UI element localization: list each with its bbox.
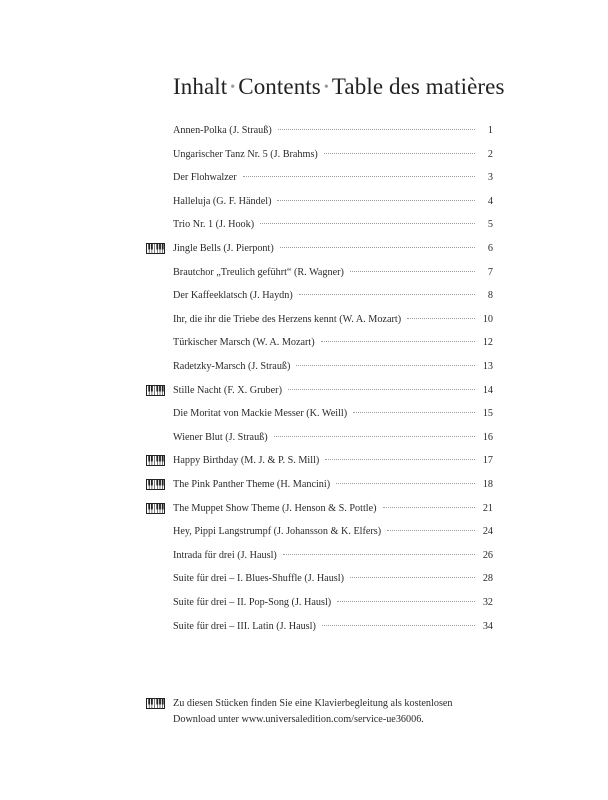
dot-leader (296, 365, 475, 366)
toc-entry-title: Halleluja (G. F. Händel) (173, 195, 272, 207)
toc-entry-title: Jingle Bells (J. Pierpont) (173, 243, 274, 254)
toc-entry (173, 549, 493, 563)
toc-entry (173, 124, 493, 138)
toc-entry-title: Die Moritat von Mackie Messer (K. Weill) (173, 408, 348, 420)
dot-leader (260, 223, 475, 224)
toc-entry (173, 148, 493, 162)
toc-row[interactable] (0, 360, 608, 376)
toc-entry (173, 620, 493, 634)
dot-leader (387, 530, 475, 531)
toc-row[interactable] (0, 407, 608, 423)
dot-leader (407, 318, 475, 319)
toc-page-number: 5 (487, 219, 493, 231)
toc-entry-title: Der Flohwalzer (173, 172, 237, 184)
piano-keyboard-icon (146, 479, 165, 490)
toc-row[interactable] (0, 148, 608, 164)
toc-row[interactable] (0, 242, 608, 258)
toc-entry (173, 336, 493, 350)
dot-leader (299, 294, 475, 295)
toc-page-number: 3 (487, 172, 493, 184)
toc-page-number: 1 (487, 125, 493, 136)
toc-entry-title: Suite für drei – II. Pop-Song (J. Hausl) (173, 597, 332, 608)
toc-entry-title: Türkischer Marsch (W. A. Mozart) (173, 337, 315, 349)
toc-row[interactable] (0, 525, 608, 541)
toc-entry (173, 313, 493, 327)
dot-leader (325, 459, 475, 460)
toc-entry-title: Intrada für drei (J. Hausl) (173, 549, 277, 561)
toc-entry-title: Annen-Polka (J. Strauß) (173, 125, 272, 136)
piano-keyboard-icon (146, 698, 165, 709)
toc-entry-title: Hey, Pippi Langstrumpf (J. Johansson & K. Elfers) (173, 526, 382, 538)
dot-leader (336, 483, 475, 484)
dot-leader (277, 200, 475, 201)
toc-entry-title: Trio Nr. 1 (J. Hook) (173, 219, 255, 231)
piano-keyboard-icon (146, 503, 165, 514)
dot-leader (321, 341, 475, 342)
dot-leader (350, 577, 475, 578)
footnote-line-2: Download unter www.universaledition.com/service-ue36006. (173, 714, 424, 725)
toc-row[interactable] (0, 596, 608, 612)
toc-entry-title: Suite für drei – I. Blues-Shuffle (J. Hausl) (173, 573, 344, 585)
toc-page-number: 4 (487, 195, 493, 207)
toc-entry-title: The Muppet Show Theme (J. Henson & S. Pottle) (173, 502, 377, 514)
toc-row[interactable] (0, 431, 608, 447)
toc-row[interactable] (0, 218, 608, 234)
toc-page-number: 2 (487, 148, 493, 160)
toc-entry (173, 360, 493, 374)
toc-entry (173, 454, 493, 468)
toc-entry (173, 195, 493, 209)
toc-entry-title: The Pink Panther Theme (H. Mancini) (173, 479, 331, 490)
toc-entry-title: Stille Nacht (F. X. Gruber) (173, 384, 282, 396)
toc-page-number: 7 (487, 266, 493, 278)
dot-leader (243, 176, 475, 177)
title-english: Contents (238, 74, 321, 99)
toc-row[interactable] (0, 502, 608, 518)
toc-row[interactable] (0, 454, 608, 470)
toc-entry-title: Ihr, die ihr die Triebe des Herzens kennt (W. A. Mozart) (173, 313, 402, 325)
toc-page-number: 34 (482, 620, 493, 632)
toc-row[interactable] (0, 195, 608, 211)
toc-page-number: 15 (482, 408, 493, 420)
toc-page-number: 14 (482, 384, 493, 396)
toc-entry (173, 478, 493, 492)
toc-entry-title: Der Kaffeeklatsch (J. Haydn) (173, 290, 293, 302)
toc-entry-title: Brautchor „Treulich geführt“ (R. Wagner) (173, 266, 344, 278)
piano-keyboard-icon (146, 455, 165, 466)
toc-entry (173, 289, 493, 303)
title-separator: • (323, 80, 329, 95)
dot-leader (280, 247, 475, 248)
toc-row[interactable] (0, 572, 608, 588)
toc-row[interactable] (0, 620, 608, 636)
toc-page-number: 16 (482, 431, 493, 443)
toc-row[interactable] (0, 313, 608, 329)
toc-page-number: 24 (482, 526, 493, 538)
toc-row[interactable] (0, 336, 608, 352)
dot-leader (278, 129, 475, 130)
footnote (173, 696, 453, 728)
toc-entry (173, 218, 493, 232)
toc-entry (173, 502, 493, 516)
toc-page-number: 28 (482, 573, 493, 585)
dot-leader (288, 389, 475, 390)
dot-leader (383, 507, 475, 508)
toc-entry (173, 171, 493, 185)
title-german: Inhalt (173, 74, 228, 99)
toc-page-number: 13 (482, 361, 493, 372)
toc-page-number: 32 (482, 597, 493, 608)
toc-entry (173, 572, 493, 586)
toc-entry-title: Ungarischer Tanz Nr. 5 (J. Brahms) (173, 148, 318, 160)
toc-row[interactable] (0, 266, 608, 282)
piano-keyboard-icon (146, 385, 165, 396)
title-separator: • (230, 80, 236, 95)
footnote-line-1: Zu diesen Stücken finden Sie eine Klavierbegleitung als kostenlosen (173, 698, 453, 709)
toc-entry (173, 525, 493, 539)
toc-row[interactable] (0, 171, 608, 187)
dot-leader (337, 601, 475, 602)
toc-page-number: 6 (487, 243, 493, 254)
dot-leader (324, 153, 475, 154)
toc-page-number: 18 (482, 479, 493, 490)
toc-entry (173, 242, 493, 256)
toc-page-number: 21 (482, 502, 493, 514)
toc-entry (173, 431, 493, 445)
toc-row[interactable] (0, 289, 608, 305)
dot-leader (353, 412, 475, 413)
dot-leader (350, 271, 475, 272)
dot-leader (274, 436, 475, 437)
toc-entry (173, 266, 493, 280)
toc-entry-title: Radetzky-Marsch (J. Strauß) (173, 361, 291, 372)
toc-row[interactable] (0, 124, 608, 140)
toc-page-number: 12 (482, 337, 493, 349)
toc-page-number: 8 (487, 290, 493, 302)
toc-entry-title: Suite für drei – III. Latin (J. Hausl) (173, 620, 316, 632)
toc-row[interactable] (0, 478, 608, 494)
title-french: Table des matières (331, 74, 505, 99)
toc-page-number: 17 (482, 455, 493, 467)
toc-entry-title: Happy Birthday (M. J. & P. S. Mill) (173, 455, 320, 467)
dot-leader (283, 554, 475, 555)
toc-page-number: 26 (482, 549, 493, 561)
toc-row[interactable] (0, 549, 608, 565)
toc-entry-title: Wiener Blut (J. Strauß) (173, 431, 268, 443)
toc-entry (173, 407, 493, 421)
piano-keyboard-icon (146, 243, 165, 254)
dot-leader (322, 625, 475, 626)
page-title (173, 74, 505, 100)
toc-row[interactable] (0, 384, 608, 400)
toc-entry (173, 384, 493, 398)
toc-entry (173, 596, 493, 610)
toc-page-number: 10 (482, 313, 493, 325)
